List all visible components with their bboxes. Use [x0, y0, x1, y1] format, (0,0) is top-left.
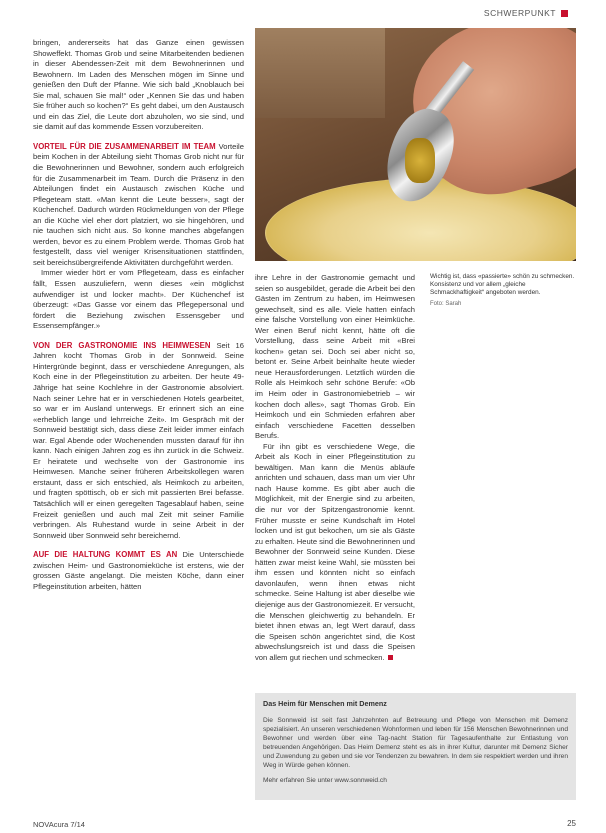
info-box: [255, 693, 576, 800]
paragraph-text: Für ihn gibt es verschiedene Wege, die Arbeit als Koch in einer Pflegeinstitution zu bewältigen. Man kann die Menüs abläufe anrichten und schauen, dass man um vier Uhr nach Hause komme. Es gibt aber auch die Möglichkeit, mit der Energie sind zu arbeiten, die nur vor der Spitzengastronomie kennt. Früher musste er seine Kundschaft im Hotel locken und ist gut bekochen, um sie als Gäste zu erhalten. Heute sind die Bewohnerinnen und Bewohner der Sonnweid seine Kunden. Diese hätten zwar meist keine Wahl, sie müssten bei ihm essen und könnten nicht so einfach davonlaufen, wenn ihnen etwas nicht schmecke. Seine Haltung ist aber dieselbe wie diejenige aus der Gastronomiezeit. Er versucht, die Menschen gleichwertig zu behandeln. Er bietet ihnen etwas an, legt Wert darauf, dass die Speisen schön angerichtet sind, die Kost abwechslungsreich ist und dass die Speisen von allem gut riechen und schmecken.: [255, 441, 416, 662]
subheading: VON DER GASTRONOMIE INS HEIMWESEN: [33, 340, 211, 350]
paragraph: Vorteile beim Kochen in der Abteilung sieht Thomas Grob nicht nur für die Bewohnerinnen und Bewohner, sondern auch erfolgreich für die Zusammenarbeit im Team. Durch die Präsenz in den Abteilungen findet ein Austausch zwischen Küche und Pflegeteam statt. «Man kennt die Leute besser», sagt der Küchenchef. Dadurch würden Rückmeldungen von der Pflege an die Küche viel eher dort platziert, wo sie hingehören, und nie tauchen sich nicht aus. So konne manches abgefangen werden, bevor es zu einem Problem werde. Thomas Grob hat festgestellt, dass viel weniger Krisensituationen stattfinden, seit bereichsübergreifende Aktivitäten durchgeführt werden.: [33, 141, 244, 267]
left-column: [33, 38, 244, 592]
info-box-link[interactable]: Mehr erfahren Sie unter www.sonnweid.ch: [263, 776, 387, 784]
end-mark-icon: [388, 655, 393, 660]
photo-caption: [430, 273, 576, 308]
section-label: [484, 8, 568, 18]
caption-text: Wichtig ist, dass «passierte» schön zu schmecken. Konsistenz und vor allem „gleiche Schmackhaftigkeit“ angeboten werden.: [430, 273, 575, 297]
paragraph: Die Unterschiede zwischen Heim- und Gastronomieküche ist erstens, wie der grossen Gäste angelangt. Die meisten Köche, dann einer Pflegeinstitution arbeiten, hätten: [33, 550, 244, 591]
page-number: 25: [567, 819, 576, 828]
photo-credit: Foto: Sarah: [430, 300, 462, 307]
paragraph: bringen, andererseits hat das Ganze einen gewissen Showeffekt. Thomas Grob und seine Mitarbeitenden bedienen in dieser Abendessen-Zeit mit dem Bewohnerinnen und Bewohnern. Im Laden des Menschen mögen im Sinne und genießen den Duft der Pfanne. Wie sich bald „Knoblauch bei Sie mal, schauen Sie mal!“ oder „Kennen Sie das und haben Sie früher auch so kochen?“ Es geht dabei, um den Austausch und ein das Ziel, die Leute dort abzuholen, wo sie sind, und sie damit auf das kommende Essen vorzubereiten.: [33, 38, 244, 132]
article-photo: [255, 28, 576, 261]
subheading: VORTEIL FÜR DIE ZUSAMMENARBEIT IM TEAM: [33, 141, 216, 151]
middle-column: [255, 273, 415, 663]
info-box-title: Das Heim für Menschen mit Demenz: [263, 699, 387, 708]
section-marker-icon: [561, 10, 568, 17]
paragraph: ihre Lehre in der Gastronomie gemacht und seien so ausgebildet, gerade die Arbeit bei den Gästen im Zentrum zu haben, im Heimwesen gewechselt, sind es alle. Viele hatten einfach eine falsche Vorstellung von einer Heimküche. Wer einen Beruf nicht kennt, hätte oft die Vorstellung, dass seine Arbeit mit «Brei kochen» getan sei. Doch sei aber nicht so, betont er. Seine Arbeit beinhalte heute wieder neue Herausforderungen. Letztlich würden die Rolle als Heimkoch sehr schöne Berufe: «Ob im Heim oder in Gastronomiebetrieb – wir kochen doch alles», sagt Thomas Grob. Ein Heimkoch und ein Schmieden erfahren aber einfach verschiedene Facetten desselben Berufs.: [255, 273, 415, 441]
photo-sauce: [405, 138, 435, 183]
subheading: AUF DIE HALTUNG KOMMT ES AN: [33, 550, 178, 560]
paragraph: Immer wieder hört er vom Pflegeteam, dass es einfacher fällt, Essen auszuliefern, wenn dieses «ein möglichst aufwendiger ist und locker macht». Der Küchenchef ist überzeugt: «Das Gasse vor einem das Pflegepersonal und fördert die Beziehung zwischen Essensgeber und Essensempfänger.»: [33, 268, 244, 331]
info-box-body: Die Sonnweid ist seit fast Jahrzehnten auf Betreuung und Pflege von Menschen mit Demenz spezialisiert. An unseren verschiedenen Wohnformen und leben für 156 Menschen Bewohnerinnen und Bewohner und werden über eine Tag-nacht Station für Tagesaufenthalte zur Entlastung von betreuenden Angehörigen. Das Heim Demenz steht es als in ihrer Kultur, darunter mit Demenz Sicher und Zuwendung zu geben und sie vor Tendenzen zu bewahren. In dem sie respektiert werden und ihren Weg in Würde gehen können.: [263, 717, 568, 770]
photo-background: [255, 28, 385, 118]
magazine-issue: NOVAcura 7/14: [33, 820, 85, 829]
paragraph: Seit 16 Jahren kocht Thomas Grob in der Sonnweid. Seine Hintergründe beginnt, dass er verschiedene Anregungen, als Koch eine in der Pflegeinstitution zu arbeiten. Der heute 49-Jährige hat seine Kochlehre in der Gastronomie absolviert. Nach seiner Lehre hat er in verschiedenen Hotels gearbeitet, so war er im Ausland unterwegs. Er erinnert sich an eine «erheblich lange und lehrreiche Zeit». Im Gespräch mit der Sonnweid bestätigt sich, dass diese Zeit leider immer einfach war. Egal Abende oder Wochenenden mussten darauf für ihn kann. Nach einigen Jahren zog es ihn zurück in die Schweiz. Er heiratete und wechselte von der Gastronomie ins Heimwesen. Manche seiner früheren Arbeitskollegen waren erstaunt, dass er sich entschied, als Heimkoch zu arbeiten, und fragten spöttisch, ob er sich mit passierten Brei befasse. Tatsächlich will er einen geregelten Tagesablauf haben, seine Freizeit genießen und auch mal Zeit mit seiner Familie verbringen. Als Ruhestand wurde in seine Arbeit in der Sonnweid über Sonnweid sehr bereichernd.: [33, 340, 244, 540]
paragraph: [255, 442, 415, 663]
section-label-text: SCHWERPUNKT: [483, 8, 556, 18]
